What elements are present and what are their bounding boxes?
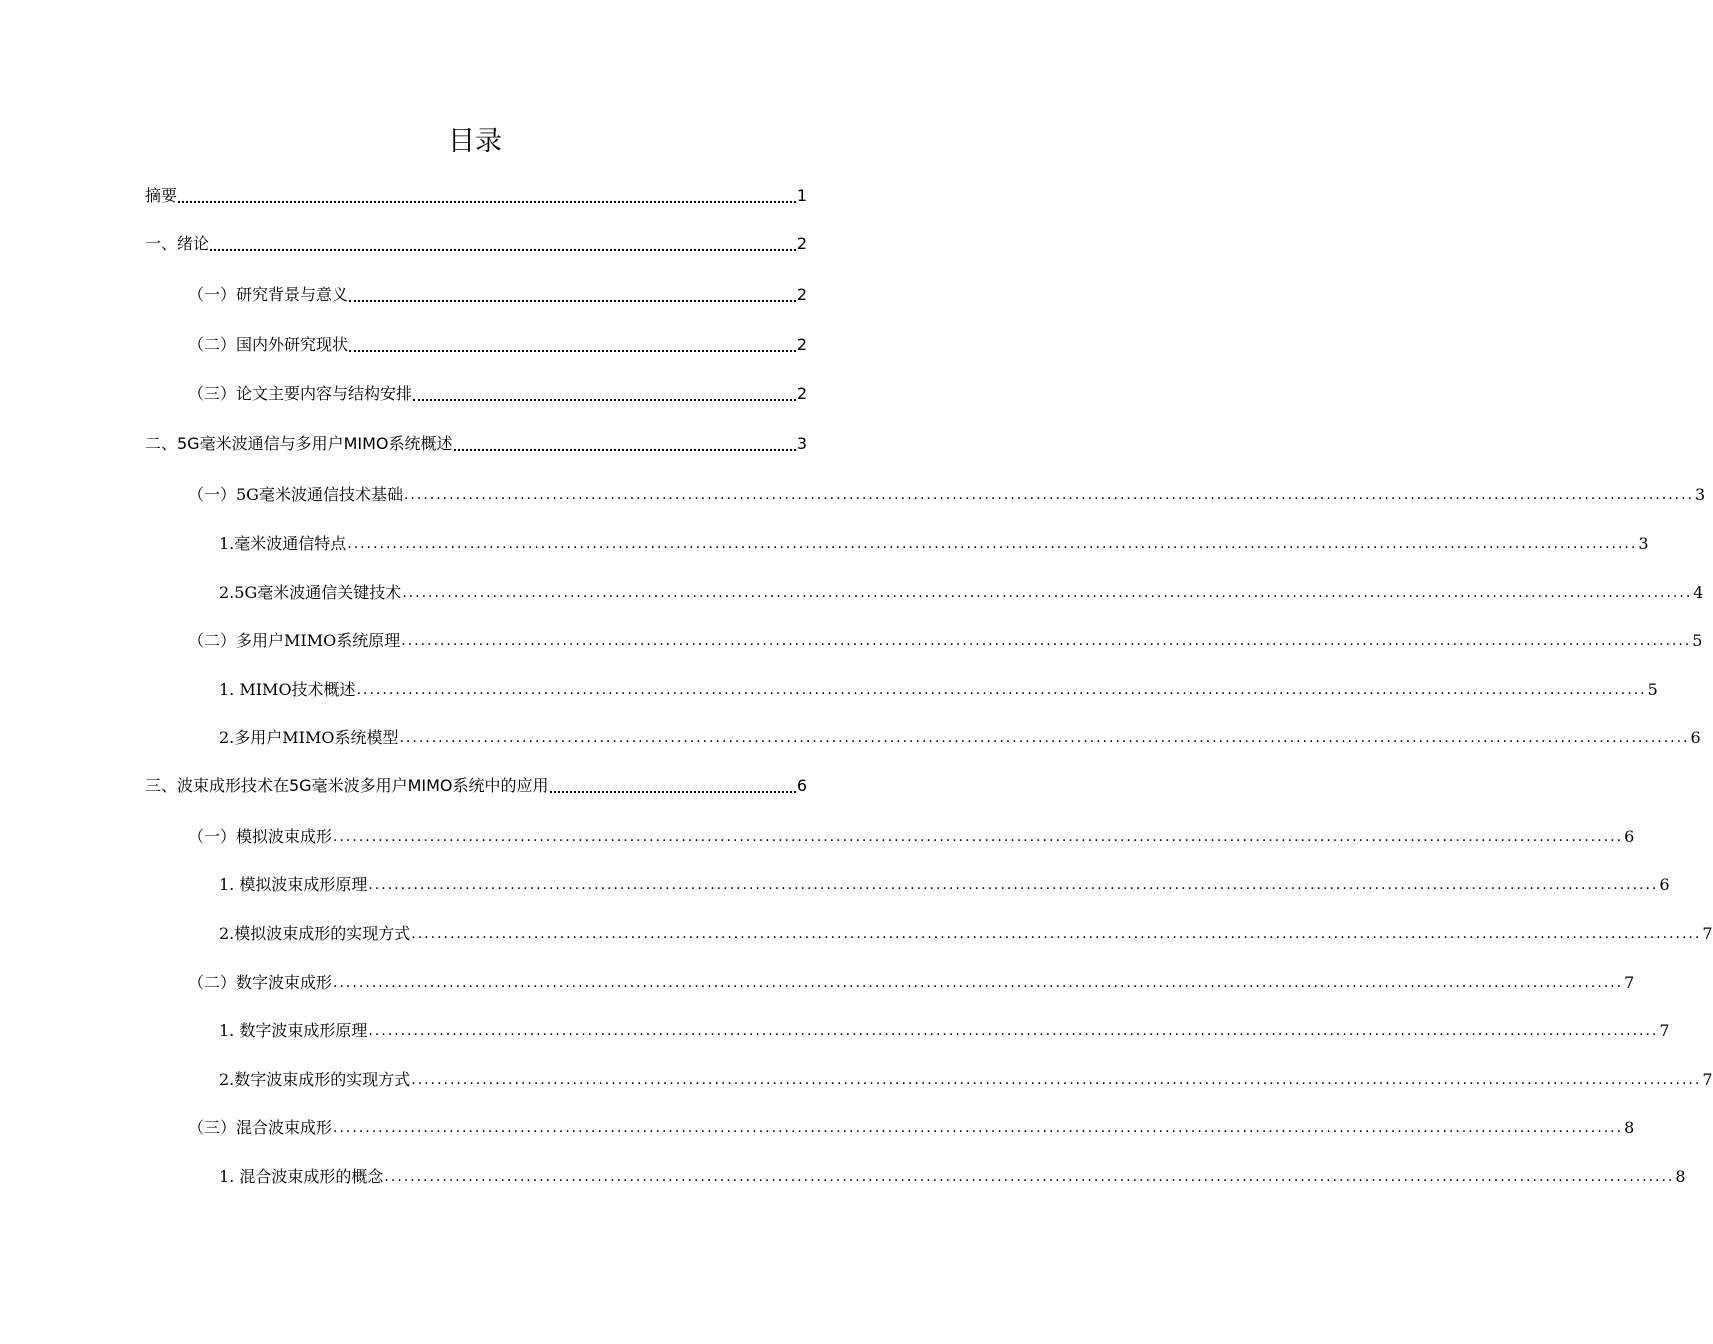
- toc-page-number: 6: [796, 776, 807, 795]
- toc-entry-label: 2.数字波束成形的实现方式: [219, 1070, 411, 1089]
- dot-leader: [454, 431, 796, 451]
- toc-entry-label: （一）研究背景与意义: [188, 285, 349, 304]
- toc-entry[interactable]: [219, 870, 1670, 896]
- toc-entry-label: 1. MIMO技术概述: [219, 680, 356, 699]
- toc-entry-label: 2.模拟波束成形的实现方式: [219, 924, 411, 943]
- dot-leader: [178, 183, 796, 203]
- toc-page-number: 8: [1675, 1167, 1686, 1186]
- toc-entry-label: 1. 模拟波束成形原理: [219, 875, 368, 894]
- dot-leader: ........................................................................................................................................................................................................: [368, 1023, 1659, 1039]
- toc-entry-label: 1.毫米波通信特点: [219, 534, 347, 553]
- toc-entry-label: （三）论文主要内容与结构安排: [188, 384, 413, 403]
- dot-leader: [349, 282, 796, 302]
- toc-page-number: 7: [1702, 924, 1713, 943]
- toc-page-number: 4: [1693, 583, 1704, 602]
- toc-entry[interactable]: [219, 1016, 1670, 1042]
- toc-entry-label: 1. 数字波束成形原理: [219, 1021, 368, 1040]
- toc-page-number: 5: [1692, 631, 1703, 650]
- toc-entry[interactable]: [188, 480, 1706, 506]
- toc-page-number: 7: [1624, 973, 1635, 992]
- dot-leader: ........................................................................................................................................................................................................: [402, 585, 1693, 601]
- toc-page-number: 6: [1690, 728, 1701, 747]
- toc-page-number: 2: [796, 285, 807, 304]
- toc-entry-label: （三）混合波束成形: [188, 1118, 333, 1137]
- toc-entry[interactable]: [188, 379, 807, 405]
- toc-entry[interactable]: [188, 330, 807, 356]
- toc-entry-label: 摘要: [145, 186, 178, 205]
- toc-entry[interactable]: [219, 723, 1701, 749]
- dot-leader: ........................................................................................................................................................................................................: [347, 536, 1638, 552]
- dot-leader: ........................................................................................................................................................................................................: [401, 633, 1692, 649]
- toc-entry-label: （二）多用户MIMO系统原理: [188, 631, 401, 650]
- toc-entry[interactable]: [145, 229, 807, 255]
- toc-entry[interactable]: [188, 626, 1703, 652]
- dot-leader: ........................................................................................................................................................................................................: [411, 926, 1702, 942]
- toc-page-number: 3: [1638, 534, 1649, 553]
- toc-page-number: 3: [796, 434, 807, 453]
- toc-entry[interactable]: [145, 771, 807, 797]
- toc-entry-label: 1. 混合波束成形的概念: [219, 1167, 384, 1186]
- toc-entry-label: 2.5G毫米波通信关键技术: [219, 583, 402, 602]
- dot-leader: ........................................................................................................................................................................................................: [368, 877, 1659, 893]
- toc-entry[interactable]: [219, 1162, 1686, 1188]
- dot-leader: [550, 773, 796, 793]
- dot-leader: ........................................................................................................................................................................................................: [333, 1120, 1624, 1136]
- toc-page-number: 5: [1647, 680, 1658, 699]
- toc-entry[interactable]: [219, 529, 1649, 555]
- toc-entry-label: （二）数字波束成形: [188, 973, 333, 992]
- toc-page-number: 8: [1624, 1118, 1635, 1137]
- toc-entry[interactable]: [219, 675, 1658, 701]
- toc-entry[interactable]: [219, 919, 1713, 945]
- toc-entry-label: 2.多用户MIMO系统模型: [219, 728, 399, 747]
- toc-entry-label: 三、波束成形技术在5G毫米波多用户MIMO系统中的应用: [145, 776, 549, 795]
- toc-entry[interactable]: [145, 429, 807, 455]
- toc-entry-label: （一）模拟波束成形: [188, 827, 333, 846]
- dot-leader: [413, 381, 796, 401]
- toc-entry[interactable]: [219, 1065, 1713, 1091]
- dot-leader: ........................................................................................................................................................................................................: [411, 1072, 1702, 1088]
- toc-title: 目录: [448, 126, 502, 157]
- toc-page-number: 3: [1695, 485, 1706, 504]
- dot-leader: ........................................................................................................................................................................................................: [403, 487, 1695, 503]
- toc-entry[interactable]: [219, 578, 1704, 604]
- toc-entry[interactable]: [188, 280, 807, 306]
- toc-entry-label: （二）国内外研究现状: [188, 335, 349, 354]
- toc-entry-label: （一）5G毫米波通信技术基础: [188, 485, 403, 504]
- toc-page-number: 6: [1659, 875, 1670, 894]
- toc-page-number: 2: [796, 234, 807, 253]
- dot-leader: ........................................................................................................................................................................................................: [333, 829, 1624, 845]
- dot-leader: ........................................................................................................................................................................................................: [399, 730, 1690, 746]
- toc-page-number: 7: [1702, 1070, 1713, 1089]
- dot-leader: [349, 332, 796, 352]
- toc-entry[interactable]: [145, 181, 807, 207]
- toc-entry[interactable]: [188, 1113, 1635, 1139]
- toc-page-number: 2: [796, 335, 807, 354]
- dot-leader: ........................................................................................................................................................................................................: [384, 1169, 1675, 1185]
- dot-leader: ........................................................................................................................................................................................................: [356, 682, 1647, 698]
- toc-entry[interactable]: [188, 968, 1635, 994]
- toc-entry-label: 二、5G毫米波通信与多用户MIMO系统概述: [145, 434, 453, 453]
- toc-entry[interactable]: [188, 822, 1635, 848]
- toc-entry-label: 一、绪论: [145, 234, 210, 253]
- toc-page-number: 7: [1659, 1021, 1670, 1040]
- toc-page-number: 2: [796, 384, 807, 403]
- dot-leader: ........................................................................................................................................................................................................: [333, 975, 1624, 991]
- toc-page-number: 6: [1624, 827, 1635, 846]
- dot-leader: [210, 231, 796, 251]
- toc-page-number: 1: [796, 186, 807, 205]
